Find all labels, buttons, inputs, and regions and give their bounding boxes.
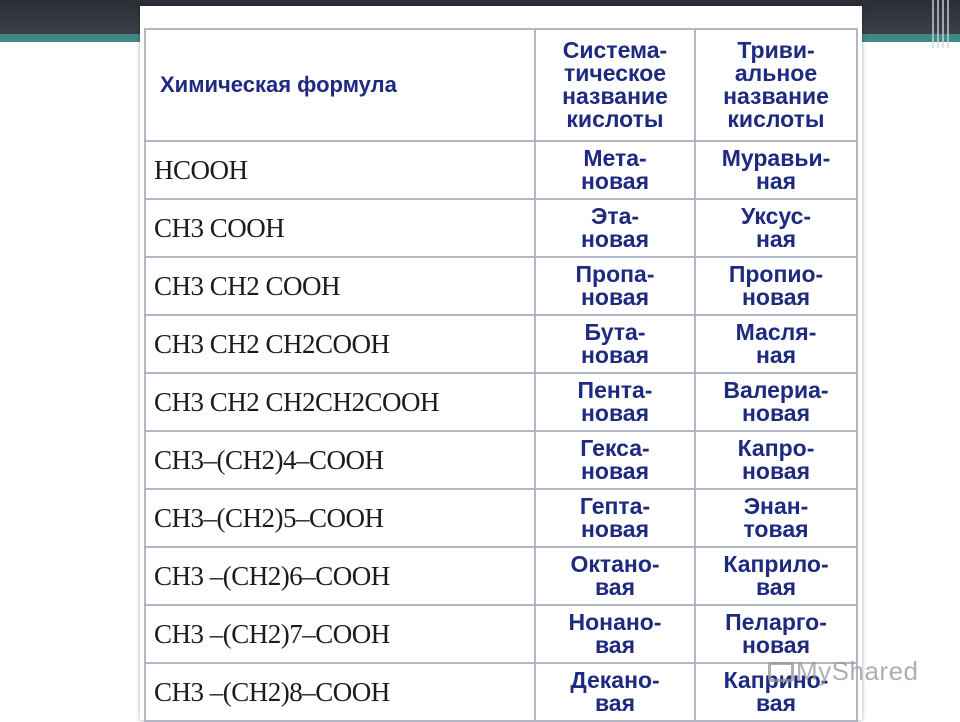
systematic-name-cell <box>535 141 695 199</box>
formula-cell: CH3 –(CH2)6–COOH <box>145 547 535 605</box>
systematic-name-line: Гекса- <box>580 435 650 461</box>
systematic-name-cell <box>535 547 695 605</box>
formula-cell: CH3 CH2 CH2COOH <box>145 315 535 373</box>
header-trivial-name <box>695 29 857 141</box>
header-systematic-line: кислоты <box>566 106 664 132</box>
systematic-name-line: Эта- <box>590 203 640 229</box>
trivial-name-line: вая <box>755 574 797 600</box>
systematic-name-line: вая <box>594 574 636 600</box>
trivial-name-line: товая <box>743 516 809 542</box>
table-row <box>145 431 857 489</box>
trivial-name-line: Муравьи- <box>721 145 831 171</box>
trivial-name-line: Каприло- <box>723 551 829 577</box>
systematic-name-cell <box>535 373 695 431</box>
trivial-name-line: новая <box>742 632 810 658</box>
systematic-name-cell <box>535 431 695 489</box>
accent-line-left <box>0 34 145 42</box>
table-row <box>145 315 857 373</box>
trivial-name-cell <box>695 489 857 547</box>
header-systematic-line: тическое <box>563 60 667 86</box>
systematic-name-line: новая <box>581 400 649 426</box>
trivial-name-line: ная <box>755 342 797 368</box>
trivial-name-cell <box>695 257 857 315</box>
header-trivial-line: кислоты <box>727 106 825 132</box>
table-row <box>145 199 857 257</box>
formula-cell: HCOOH <box>145 141 535 199</box>
systematic-name-line: Мета- <box>583 145 647 171</box>
table-row <box>145 547 857 605</box>
trivial-name-line: новая <box>742 458 810 484</box>
watermark-logo-icon <box>768 662 794 682</box>
trivial-name-line: вая <box>755 690 797 716</box>
acid-table-panel <box>140 6 862 720</box>
table-row <box>145 257 857 315</box>
header-systematic-line: название <box>562 83 668 109</box>
trivial-name-line: Пропио- <box>728 261 824 287</box>
systematic-name-cell <box>535 257 695 315</box>
header-systematic-line: Система- <box>562 37 668 63</box>
table-header-row <box>145 29 857 141</box>
trivial-name-line: новая <box>742 284 810 310</box>
systematic-name-cell <box>535 605 695 663</box>
formula-cell: CH3 COOH <box>145 199 535 257</box>
trivial-name-line: Каприно- <box>723 667 829 693</box>
header-trivial-line: альное <box>734 60 818 86</box>
systematic-name-cell <box>535 199 695 257</box>
systematic-name-line: новая <box>581 342 649 368</box>
trivial-name-line: Уксус- <box>740 203 812 229</box>
trivial-name-line: Масля- <box>735 319 817 345</box>
table-row <box>145 663 857 721</box>
table-row <box>145 141 857 199</box>
watermark-text: MyShared <box>796 656 919 686</box>
table-row <box>145 605 857 663</box>
trivial-name-line: ная <box>755 168 797 194</box>
formula-cell: CH3 CH2 COOH <box>145 257 535 315</box>
systematic-name-cell <box>535 315 695 373</box>
table-row <box>145 373 857 431</box>
systematic-name-line: новая <box>581 168 649 194</box>
systematic-name-line: Октано- <box>570 551 660 577</box>
trivial-name-line: Энан- <box>743 493 809 519</box>
systematic-name-line: Пропа- <box>575 261 655 287</box>
watermark <box>768 656 919 687</box>
systematic-name-line: вая <box>594 690 636 716</box>
systematic-name-cell <box>535 489 695 547</box>
systematic-name-line: Бута- <box>584 319 646 345</box>
trivial-name-cell <box>695 431 857 489</box>
systematic-name-line: новая <box>581 516 649 542</box>
decorative-stripes <box>932 0 950 48</box>
formula-cell: CH3 –(CH2)7–COOH <box>145 605 535 663</box>
formula-cell: CH3 –(CH2)8–COOH <box>145 663 535 721</box>
trivial-name-cell <box>695 547 857 605</box>
header-formula: Химическая формула <box>145 29 535 141</box>
trivial-name-cell <box>695 315 857 373</box>
systematic-name-line: новая <box>581 458 649 484</box>
formula-cell: CH3–(CH2)5–COOH <box>145 489 535 547</box>
systematic-name-line: новая <box>581 284 649 310</box>
header-trivial-line: название <box>723 83 829 109</box>
systematic-name-line: Декано- <box>570 667 660 693</box>
systematic-name-line: Пента- <box>577 377 653 403</box>
formula-cell: CH3–(CH2)4–COOH <box>145 431 535 489</box>
trivial-name-line: Валериа- <box>723 377 829 403</box>
trivial-name-line: Пеларго- <box>725 609 827 635</box>
trivial-name-line: Капро- <box>737 435 815 461</box>
systematic-name-line: Гепта- <box>579 493 651 519</box>
trivial-name-cell <box>695 141 857 199</box>
trivial-name-cell <box>695 373 857 431</box>
carboxylic-acids-table <box>144 28 858 722</box>
formula-cell: CH3 CH2 CH2CH2COOH <box>145 373 535 431</box>
systematic-name-line: новая <box>581 226 649 252</box>
header-systematic-name <box>535 29 695 141</box>
trivial-name-line: новая <box>742 400 810 426</box>
header-trivial-line: Триви- <box>737 37 815 63</box>
systematic-name-line: Нонано- <box>568 609 662 635</box>
trivial-name-line: ная <box>755 226 797 252</box>
trivial-name-cell <box>695 605 857 663</box>
table-row <box>145 489 857 547</box>
systematic-name-line: вая <box>594 632 636 658</box>
trivial-name-cell <box>695 199 857 257</box>
systematic-name-cell <box>535 663 695 721</box>
